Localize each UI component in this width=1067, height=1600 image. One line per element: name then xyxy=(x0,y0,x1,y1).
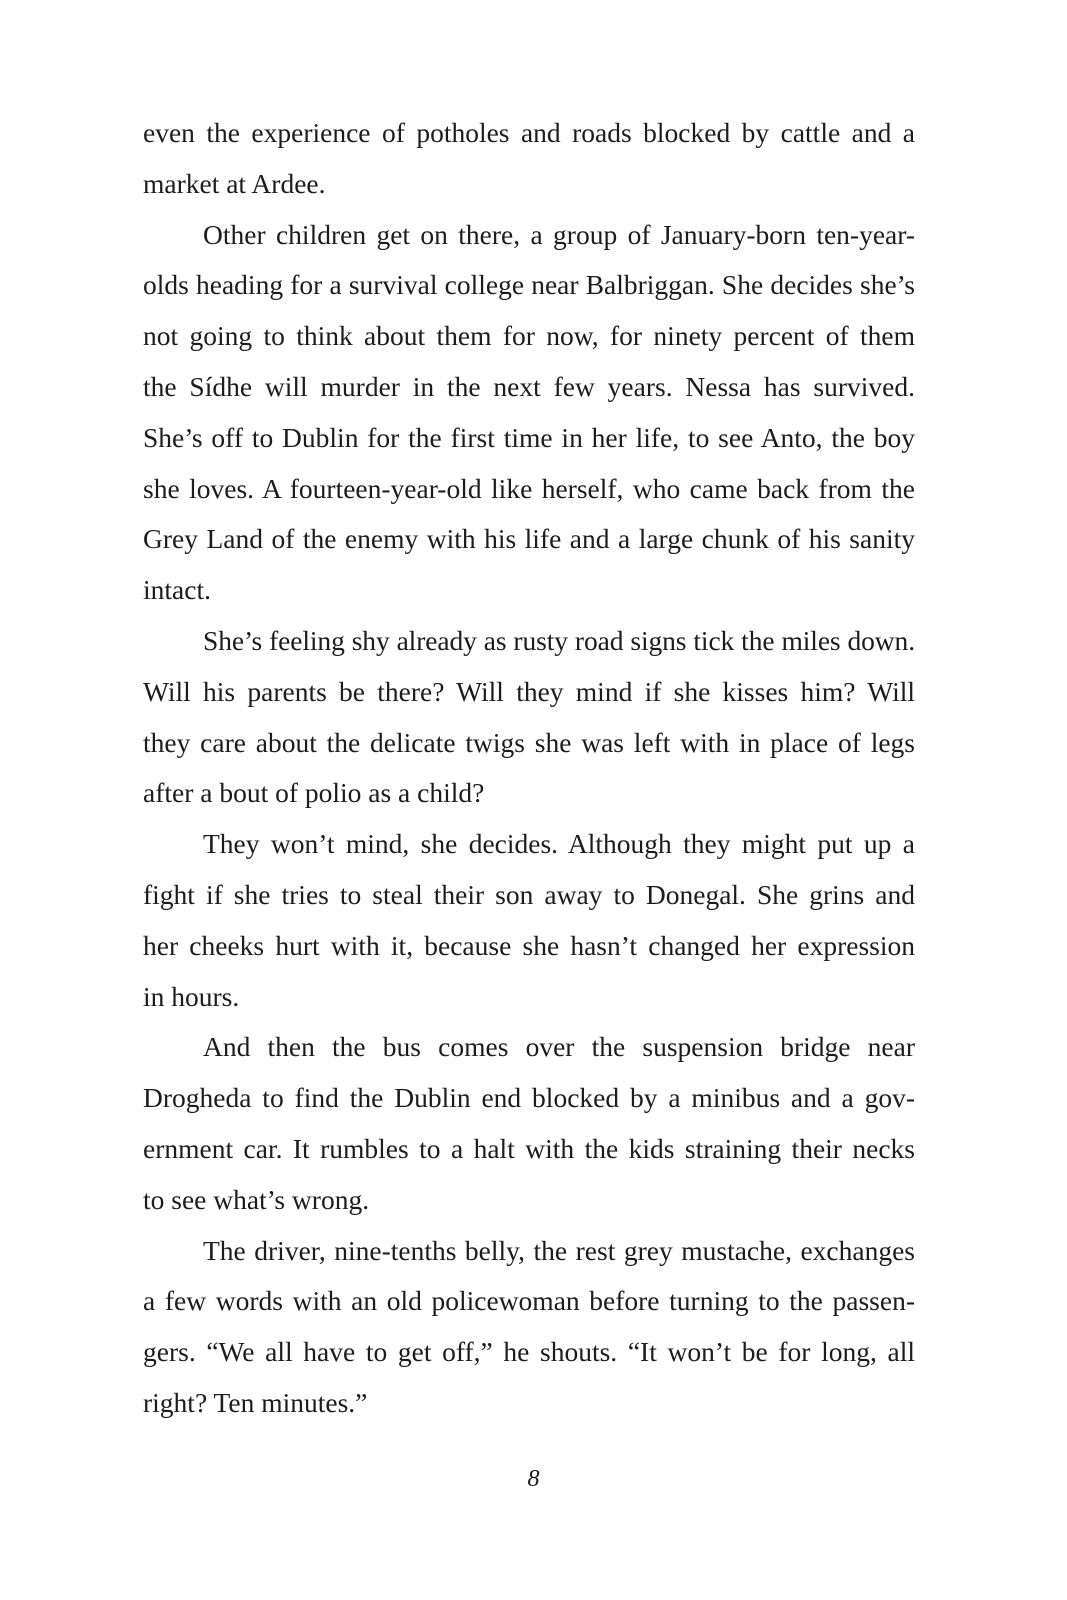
text-line: even the experience of potholes and roads blocked by cattle and a xyxy=(143,117,915,148)
text-line: fight if she tries to steal their son away to Donegal. She grins and xyxy=(143,878,915,910)
page-number: 8 xyxy=(527,1466,540,1492)
text-line: ernment car. It rumbles to a halt with the kids straining their necks xyxy=(143,1132,915,1164)
text-line: they care about the delicate twigs she was left with in place of legs xyxy=(143,726,915,758)
text-line: Will his parents be there? Will they mind if she kisses him? Will xyxy=(143,675,915,707)
text-line: not going to think about them for now, for ninety percent of them xyxy=(143,320,915,352)
text-line: her cheeks hurt with it, because she hasn’t changed her expression xyxy=(143,929,915,961)
body-text xyxy=(143,108,915,1429)
text-line: Other children get on there, a group of January-born ten-year- xyxy=(203,218,915,250)
text-line: intact. xyxy=(143,574,211,606)
text-line: after a bout of polio as a child? xyxy=(143,777,485,809)
text-line: olds heading for a survival college near Balbriggan. She decides she’s xyxy=(143,269,915,301)
text-line: she loves. A fourteen-year-old like herself, who came back from the xyxy=(143,472,915,504)
text-line: gers. “We all have to get off,” he shouts. “It won’t be for long, all xyxy=(143,1336,915,1368)
text-line: They won’t mind, she decides. Although they might put up a xyxy=(203,828,915,860)
text-line: The driver, nine-tenths belly, the rest grey mustache, exchanges xyxy=(203,1234,915,1266)
text-line: Grey Land of the enemy with his life and a large chunk of his sanity xyxy=(143,523,915,555)
text-line: to see what’s wrong. xyxy=(143,1183,370,1215)
text-line: She’s feeling shy already as rusty road signs tick the miles down. xyxy=(203,624,915,656)
text-line: a few words with an old policewoman before turning to the passen- xyxy=(143,1285,915,1317)
text-line: market at Ardee. xyxy=(143,167,326,199)
text-line: She’s off to Dublin for the first time in her life, to see Anto, the boy xyxy=(143,421,915,453)
text-line: in hours. xyxy=(143,980,240,1012)
text-line: the Sídhe will murder in the next few years. Nessa has survived. xyxy=(143,370,915,402)
text-line: Drogheda to find the Dublin end blocked by a minibus and a gov- xyxy=(143,1082,915,1114)
text-line: right? Ten minutes.” xyxy=(143,1386,368,1418)
text-line: And then the bus comes over the suspension bridge near xyxy=(203,1031,915,1063)
